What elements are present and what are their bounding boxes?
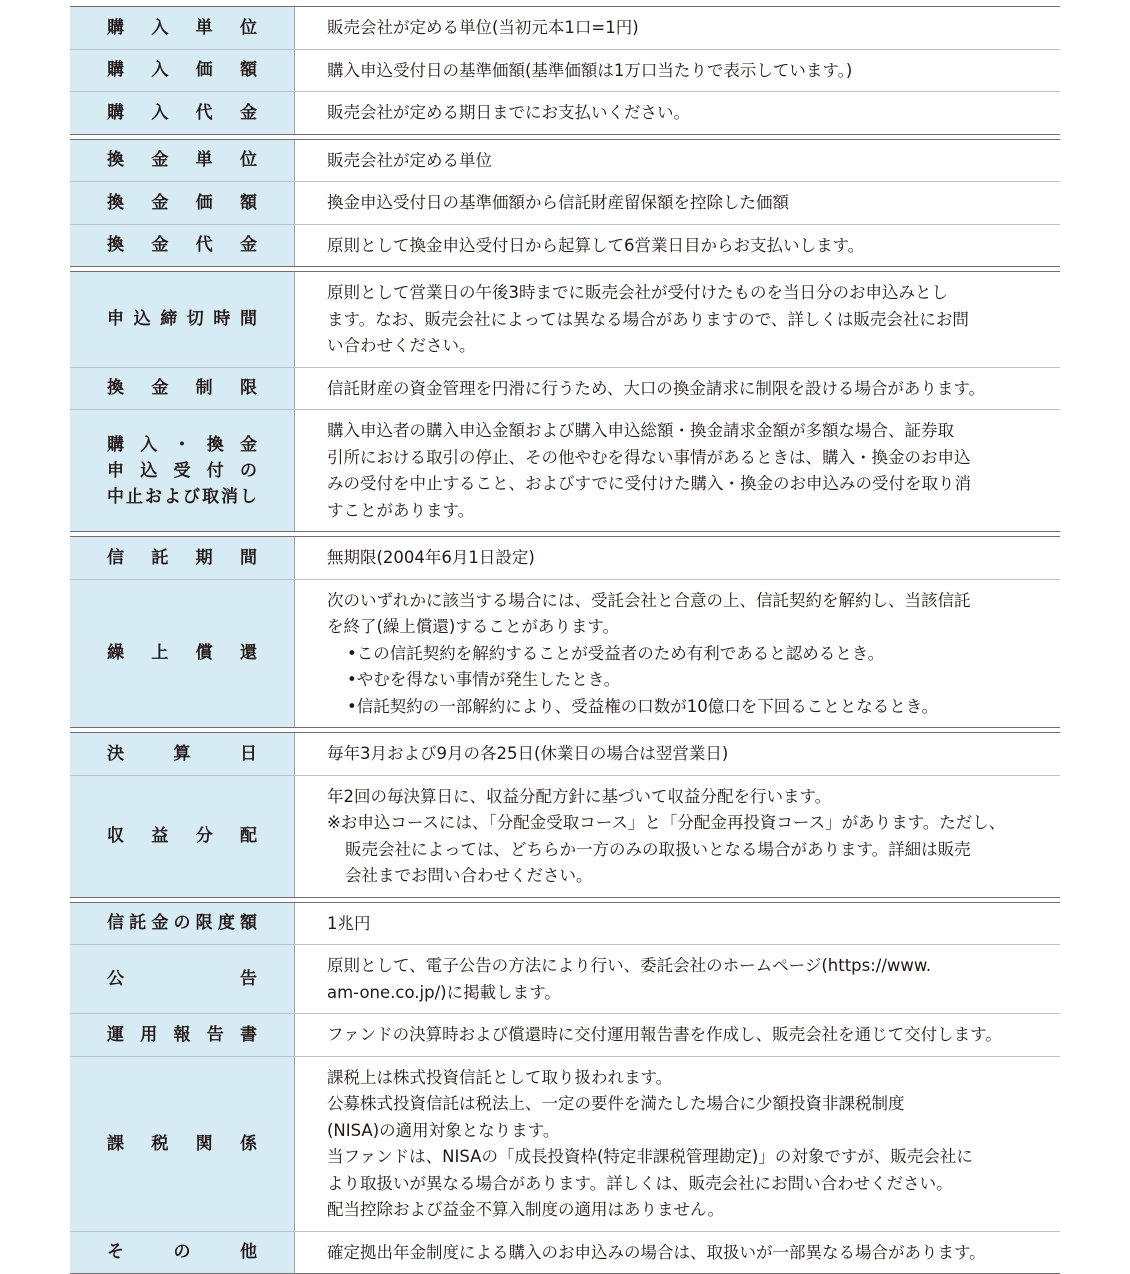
- bullet-line: •この信託契約を解約することが受益者のため有利であると認めるとき。: [327, 641, 1046, 668]
- row-label-cell: [70, 272, 295, 367]
- row-content: [295, 733, 1060, 775]
- table-row: [70, 537, 1060, 579]
- row-label-cell: [70, 903, 295, 945]
- content-line: 引所における取引の停止、その他やむを得ない事情があるときは、購入・換金のお申込: [327, 445, 1046, 472]
- content-line: より取扱いが異なる場合があります。詳しくは、販売会社にお問い合わせください。: [327, 1171, 1046, 1198]
- fund-terms-table: [70, 6, 1060, 1274]
- note-line: 販売会社によっては、どちらか一方のみの取扱いとなる場合があります。詳細は販売: [327, 837, 1046, 864]
- content-line: すことがあります。: [327, 498, 1046, 525]
- row-label-cell: [70, 410, 295, 531]
- row-label: 購入・換金 申込受付の 中止および取消し: [107, 432, 257, 510]
- row-content: [295, 140, 1060, 182]
- row-content: [295, 92, 1060, 134]
- row-label: 信託期間: [107, 545, 257, 571]
- row-label-cell: [70, 1014, 295, 1056]
- note-line: ※お申込コースには、「分配金受取コース」と「分配金再投資コース」があります。ただし、: [327, 810, 1046, 837]
- row-label-cell: [70, 225, 295, 267]
- row-content: [295, 272, 1060, 367]
- content-line: 原則として営業日の午後3時までに販売会社が受付けたものを当日分のお申込みとし: [327, 280, 1046, 307]
- note-line: 会社までお問い合わせください。: [327, 863, 1046, 890]
- row-label-cell: [70, 368, 295, 410]
- row-content: [295, 580, 1060, 728]
- row-content: [295, 776, 1060, 897]
- row-label: 購入価額: [107, 57, 257, 83]
- row-content: [295, 225, 1060, 267]
- content-line: 配当控除および益金不算入制度の適用はありません。: [327, 1197, 1046, 1224]
- row-label: 購入単位: [107, 15, 257, 41]
- row-label: その他: [107, 1239, 257, 1265]
- content-line: 換金申込受付日の基準価額から信託財産留保額を控除した価額: [327, 190, 1046, 217]
- content-line: 信託財産の資金管理を円滑に行うため、大口の換金請求に制限を設ける場合があります。: [327, 376, 1046, 403]
- table-row: [70, 140, 1060, 182]
- row-content: [295, 1014, 1060, 1056]
- row-content: [295, 903, 1060, 945]
- row-label-cell: [70, 580, 295, 728]
- row-content: [295, 50, 1060, 92]
- content-line: ファンドの決算時および償還時に交付運用報告書を作成し、販売会社を通じて交付します。: [327, 1022, 1046, 1049]
- table-row: [70, 409, 1060, 531]
- table-group: [70, 732, 1060, 898]
- table-row: [70, 49, 1060, 92]
- row-label-cell: [70, 7, 295, 49]
- row-label-cell: [70, 537, 295, 579]
- row-label-cell: [70, 182, 295, 224]
- content-line: 購入申込受付日の基準価額(基準価額は1万口当たりで表示しています。): [327, 58, 1046, 85]
- table-row: [70, 579, 1060, 728]
- content-line: 確定拠出年金制度による購入のお申込みの場合は、取扱いが一部異なる場合があります。: [327, 1240, 1046, 1267]
- table-row: [70, 903, 1060, 945]
- content-line: 次のいずれかに該当する場合には、受託会社と合意の上、信託契約を解約し、当該信託: [327, 588, 1046, 615]
- table-row: [70, 367, 1060, 410]
- table-row: [70, 91, 1060, 134]
- row-label: 信託金の限度額: [107, 910, 257, 936]
- table-group: [70, 6, 1060, 135]
- row-label-cell: [70, 1232, 295, 1274]
- table-row: [70, 1056, 1060, 1231]
- content-line: 原則として換金申込受付日から起算して6営業日目からお支払いします。: [327, 233, 1046, 260]
- content-line: 販売会社が定める期日までにお支払いください。: [327, 100, 1046, 127]
- row-label: 換金単位: [107, 147, 257, 173]
- row-content: [295, 1232, 1060, 1274]
- content-line: 年2回の毎決算日に、収益分配方針に基づいて収益分配を行います。: [327, 784, 1046, 811]
- row-content: [295, 7, 1060, 49]
- content-line: い合わせください。: [327, 333, 1046, 360]
- row-label-cell: [70, 733, 295, 775]
- table-row: [70, 1231, 1060, 1274]
- row-label: 課税関係: [107, 1131, 257, 1157]
- row-label: 収益分配: [107, 823, 257, 849]
- content-line: (NISA)の適用対象となります。: [327, 1118, 1046, 1145]
- content-line: 1兆円: [327, 911, 1046, 938]
- row-label: 換金代金: [107, 232, 257, 258]
- content-line: 公募株式投資信託は税法上、一定の要件を満たした場合に少額投資非課税制度: [327, 1091, 1046, 1118]
- table-row: [70, 1013, 1060, 1056]
- content-line: 原則として、電子公告の方法により行い、委託会社のホームページ(https://www.: [327, 953, 1046, 980]
- row-label-cell: [70, 140, 295, 182]
- row-content: [295, 537, 1060, 579]
- row-label: 運用報告書: [107, 1022, 257, 1048]
- row-label: 換金価額: [107, 190, 257, 216]
- content-line: am-one.co.jp/)に掲載します。: [327, 980, 1046, 1007]
- table-row: [70, 733, 1060, 775]
- table-row: [70, 7, 1060, 49]
- row-content: [295, 410, 1060, 531]
- row-label: 決算日: [107, 741, 257, 767]
- row-label: 換金制限: [107, 375, 257, 401]
- content-line: 課税上は株式投資信託として取り扱われます。: [327, 1065, 1046, 1092]
- table-group: [70, 536, 1060, 728]
- row-content: [295, 945, 1060, 1013]
- table-group: [70, 902, 1060, 1274]
- content-line: 無期限(2004年6月1日設定): [327, 545, 1046, 572]
- row-content: [295, 182, 1060, 224]
- row-label: 申込締切時間: [107, 306, 257, 332]
- table-group: [70, 139, 1060, 268]
- bullet-line: •やむを得ない事情が発生したとき。: [327, 667, 1046, 694]
- content-line: ます。なお、販売会社によっては異なる場合がありますので、詳しくは販売会社にお問: [327, 307, 1046, 334]
- table-row: [70, 272, 1060, 367]
- row-label-cell: [70, 50, 295, 92]
- table-row: [70, 944, 1060, 1013]
- content-line: 購入申込者の購入申込金額および購入申込総額・換金請求金額が多額な場合、証券取: [327, 418, 1046, 445]
- row-label: 購入代金: [107, 100, 257, 126]
- row-label: 繰上償還: [107, 640, 257, 666]
- row-label-cell: [70, 92, 295, 134]
- content-line: 販売会社が定める単位(当初元本1口=1円): [327, 15, 1046, 42]
- table-row: [70, 181, 1060, 224]
- row-label-cell: [70, 945, 295, 1013]
- row-label-cell: [70, 776, 295, 897]
- row-label: 公告: [107, 966, 257, 992]
- table-group: [70, 271, 1060, 532]
- row-content: [295, 368, 1060, 410]
- content-line: 毎年3月および9月の各25日(休業日の場合は翌営業日): [327, 741, 1046, 768]
- table-row: [70, 775, 1060, 897]
- content-line: を終了(繰上償還)することがあります。: [327, 614, 1046, 641]
- content-line: 販売会社が定める単位: [327, 148, 1046, 175]
- content-line: みの受付を中止すること、およびすでに受付けた購入・換金のお申込みの受付を取り消: [327, 471, 1046, 498]
- table-row: [70, 224, 1060, 267]
- row-content: [295, 1057, 1060, 1231]
- row-label-cell: [70, 1057, 295, 1231]
- content-line: 当ファンドは、NISAの「成長投資枠(特定非課税管理勘定)」の対象ですが、販売会社に: [327, 1144, 1046, 1171]
- bullet-line: •信託契約の一部解約により、受益権の口数が10億口を下回ることとなるとき。: [327, 694, 1046, 721]
